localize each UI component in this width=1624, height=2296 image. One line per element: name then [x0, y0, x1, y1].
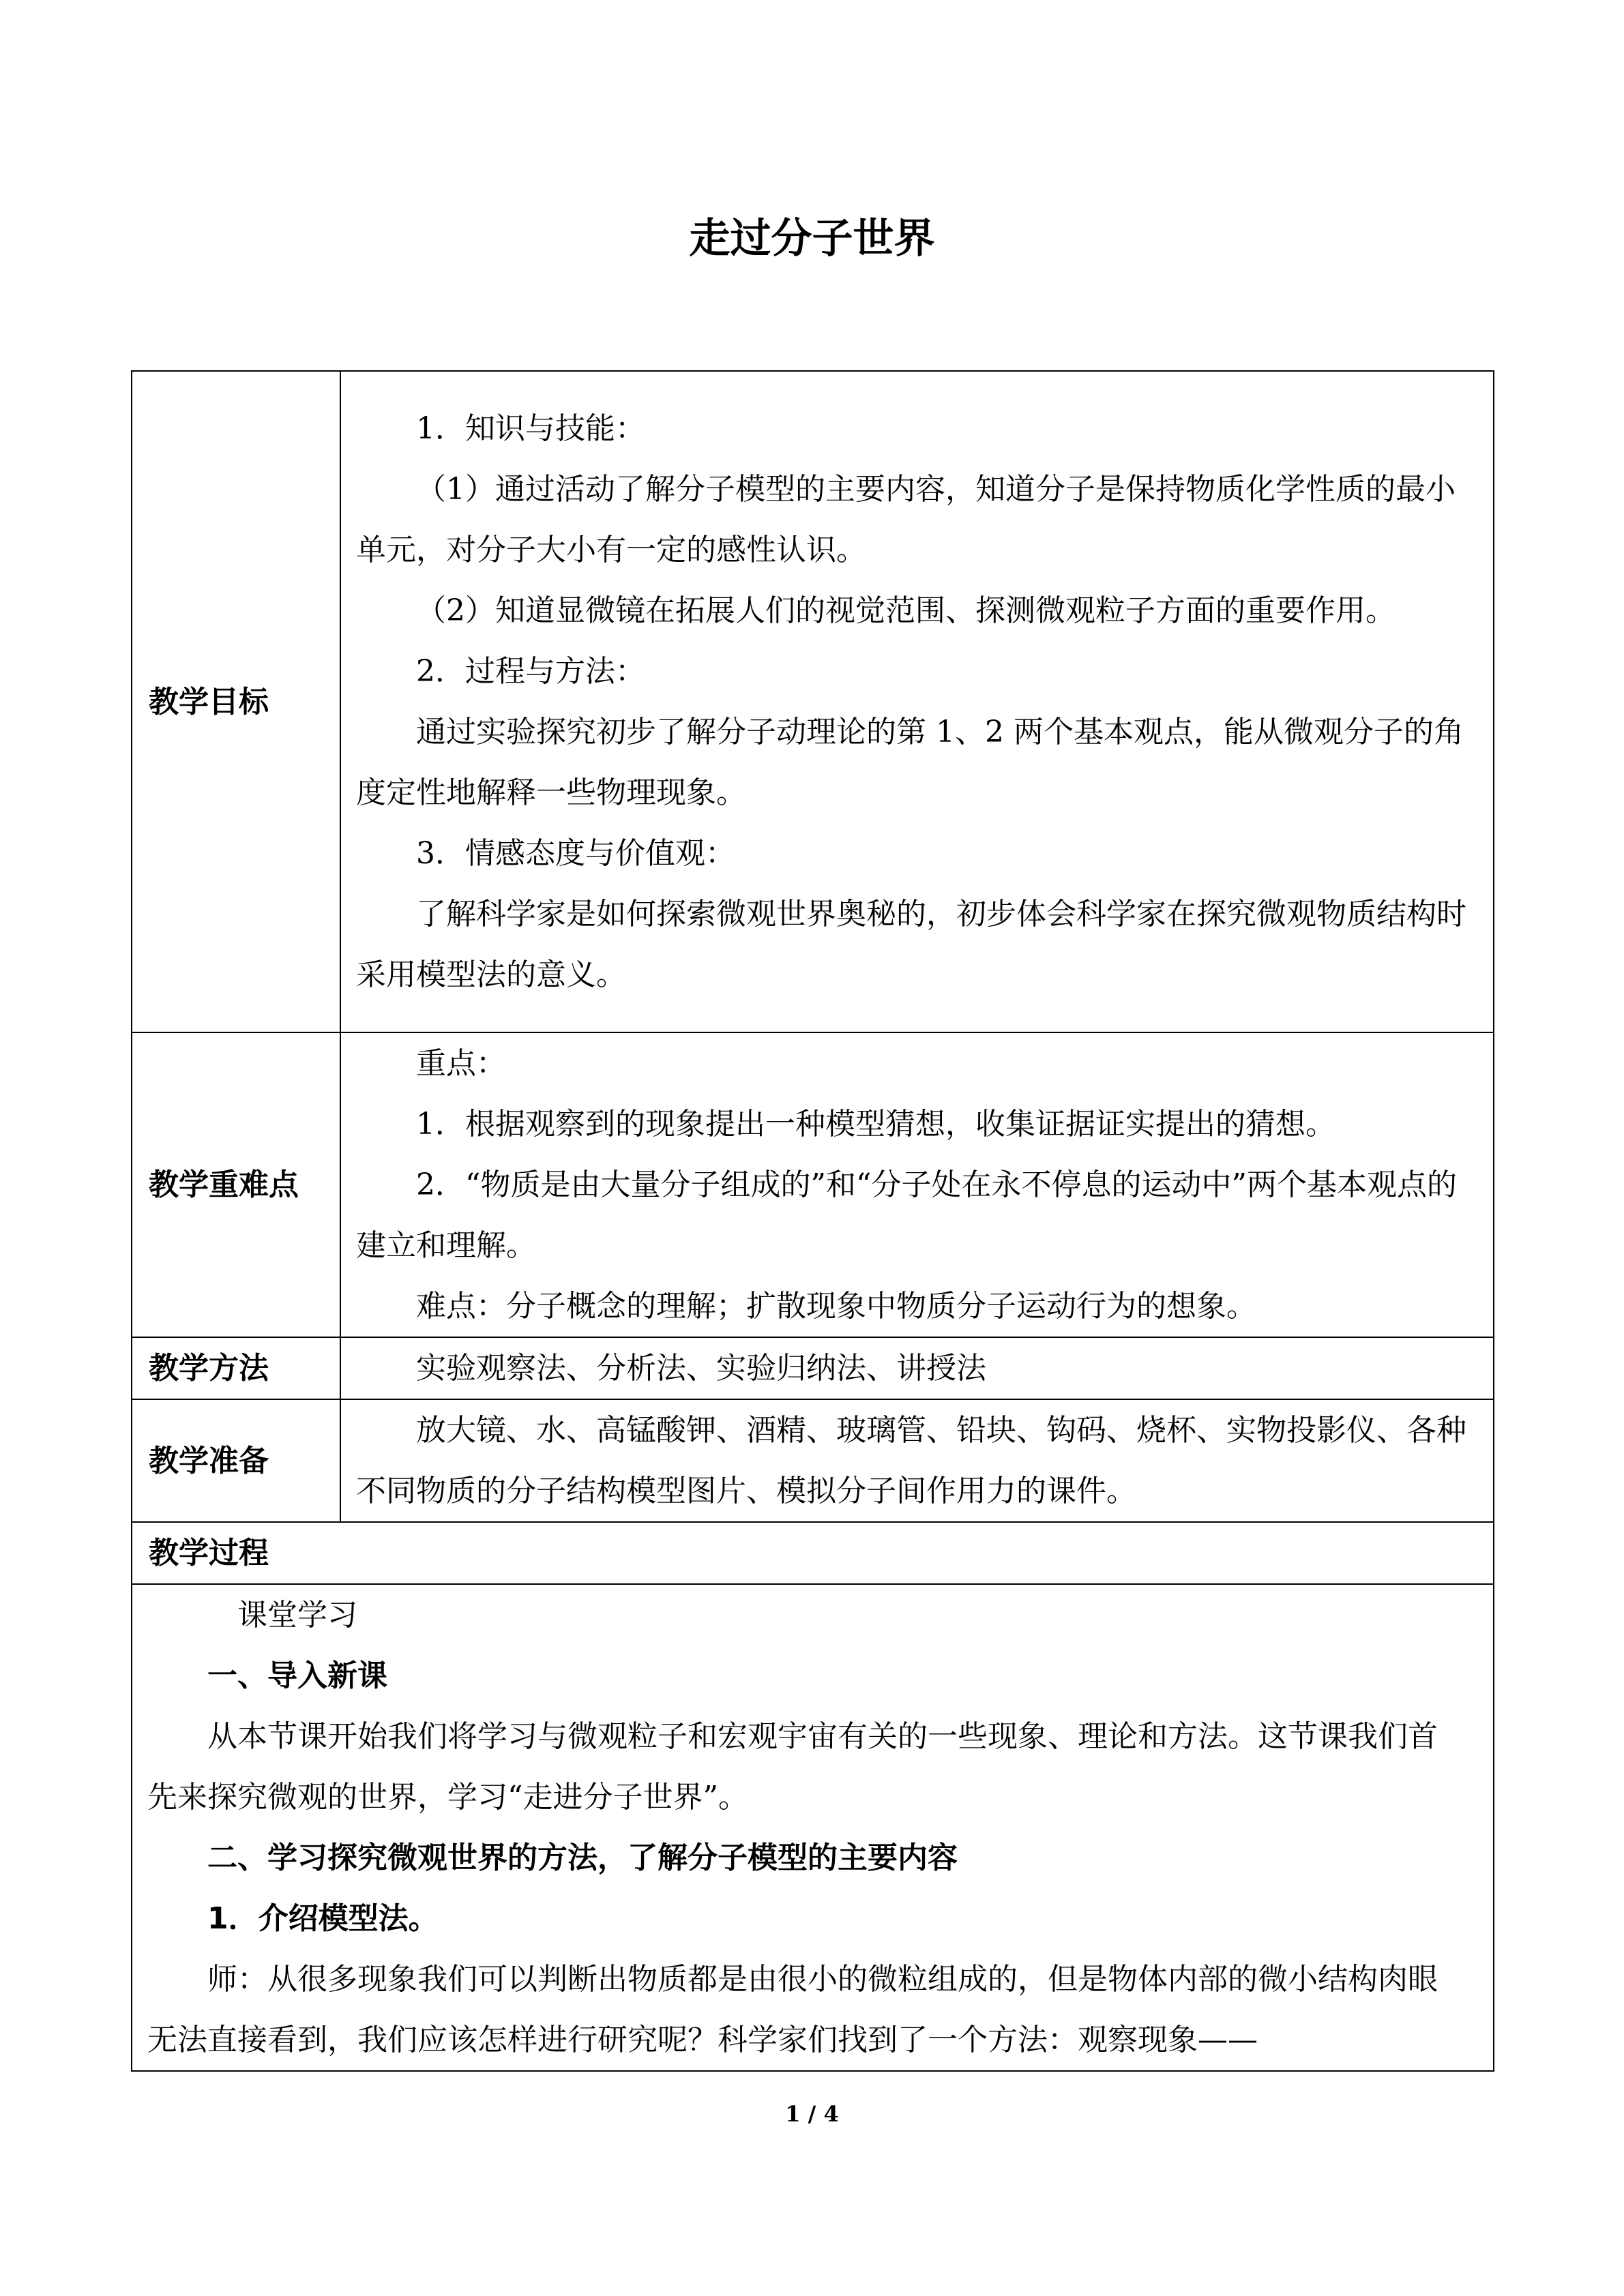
methods-label: 教学方法 [132, 1337, 340, 1399]
key-points-label: 教学重难点 [132, 1032, 340, 1337]
key-points-content [340, 1032, 1494, 1337]
preparation-row [132, 1399, 1494, 1522]
teacher-paragraph: 师：从很多现象我们可以判断出物质都是由很小的微粒组成的，但是物体内部的微小结构肉眼无法直接看到，我们应该怎样进行研究呢？科学家们找到了一个方法：观察现象—— [147, 1962, 1438, 2057]
process-header-row [132, 1522, 1494, 1584]
intro-paragraph: 从本节课开始我们将学习与微观粒子和宏观宇宙有关的一些现象、理论和方法。这节课我们首先来探究微观的世界，学习“走进分子世界”。 [147, 1719, 1438, 1815]
preparation-text: 放大镜、水、高锰酸钾、酒精、玻璃管、铅块、钩码、烧杯、实物投影仪、各种不同物质的分子结构模型图片、模拟分子间作用力的课件。 [356, 1413, 1466, 1508]
objectives-heading-2: 2．过程与方法： [416, 654, 645, 689]
objectives-item-2: （2）知道显微镜在拓展人们的视觉范围、探测微观粒子方面的重要作用。 [416, 593, 1396, 628]
objectives-row [132, 371, 1494, 1032]
section-heading-1: 一、导入新课 [207, 1658, 387, 1693]
objectives-label: 教学目标 [132, 371, 340, 1032]
key-points-row [132, 1032, 1494, 1337]
class-learning: 课堂学习 [237, 1598, 357, 1632]
section-heading-2: 二、学习探究微观世界的方法，了解分子模型的主要内容 [207, 1840, 958, 1875]
methods-content [340, 1337, 1494, 1399]
key-points-item-2: 2．“物质是由大量分子组成的”和“分子处在永不停息的运动中”两个基本观点的建立和理解。 [356, 1167, 1457, 1263]
key-points-item-1: 1．根据观察到的现象提出一种模型猜想，收集证据证实提出的猜想。 [416, 1107, 1335, 1142]
process-content [132, 1584, 1494, 2071]
methods-text: 实验观察法、分析法、实验归纳法、讲授法 [416, 1351, 986, 1386]
methods-row [132, 1337, 1494, 1399]
objectives-item-4: 了解科学家是如何探索微观世界奥秘的，初步体会科学家在探究微观物质结构时采用模型法的意义。 [356, 897, 1466, 992]
difficulty-item: 难点：分子概念的理解；扩散现象中物质分子运动行为的想象。 [416, 1289, 1256, 1324]
process-label: 教学过程 [132, 1522, 1494, 1584]
process-content-row [132, 1584, 1494, 2071]
subsection-heading-1: 1．介绍模型法。 [207, 1901, 439, 1936]
objectives-heading-3: 3．情感态度与价值观： [416, 836, 735, 871]
objectives-content [340, 371, 1494, 1032]
objectives-item-1: （1）通过活动了解分子模型的主要内容，知道分子是保持物质化学性质的最小单元，对分子大小有一定的感性认识。 [356, 472, 1456, 567]
preparation-content [340, 1399, 1494, 1522]
key-points-heading: 重点： [416, 1046, 506, 1081]
objectives-heading-1: 1．知识与技能： [416, 411, 645, 446]
objectives-item-3: 通过实验探究初步了解分子动理论的第 1、2 两个基本观点，能从微观分子的角度定性地解释一些物理现象。 [356, 715, 1464, 810]
page-number: 1 / 4 [785, 2101, 839, 2127]
lesson-plan-table [131, 370, 1494, 2072]
preparation-label: 教学准备 [132, 1399, 340, 1522]
page-title: 走过分子世界 [689, 215, 935, 263]
